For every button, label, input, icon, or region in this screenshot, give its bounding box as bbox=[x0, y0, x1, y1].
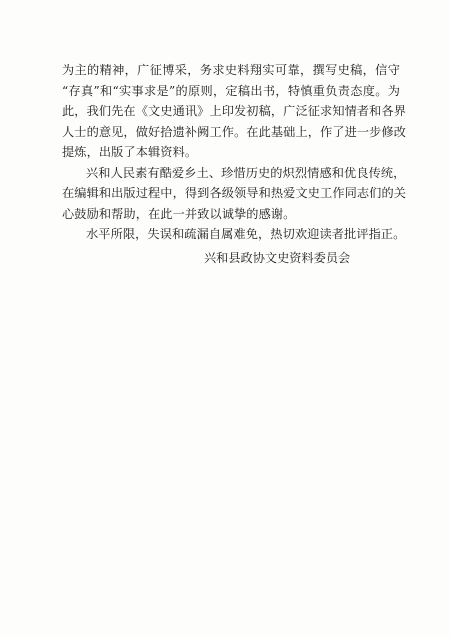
text-line: 此，我们先在《文史通讯》上印发初稿，广泛征求知情者和各界 bbox=[62, 104, 407, 118]
text-line: 人士的意见，做好拾遗补阙工作。在此基础上，作了进一步修改 bbox=[62, 124, 407, 139]
text-line: 心鼓励和帮助，在此一并致以诚挚的感谢。 bbox=[62, 206, 296, 221]
body-text bbox=[62, 60, 407, 245]
text-line: “存真”和“实事求是”的原则，定稿出书，特慎重负责态度。为 bbox=[62, 83, 400, 98]
text-line: 提炼，出版了本辑资料。 bbox=[62, 145, 198, 159]
text-line: 为主的精神，广征博采，务求史料翔实可靠，撰写史稿，信守 bbox=[62, 63, 400, 77]
signature: 兴和县政协文史资料委员会 bbox=[204, 251, 351, 265]
text-line: 兴和人民素有酷爱乡土、珍惜历史的炽烈情感和优良传统， bbox=[86, 165, 406, 180]
text-line: 水平所限，失误和疏漏自属难免，热切欢迎读者批评指正。 bbox=[86, 227, 406, 241]
text-line: 在编辑和出版过程中，得到各级领导和热爱文史工作同志们的关 bbox=[62, 186, 407, 200]
